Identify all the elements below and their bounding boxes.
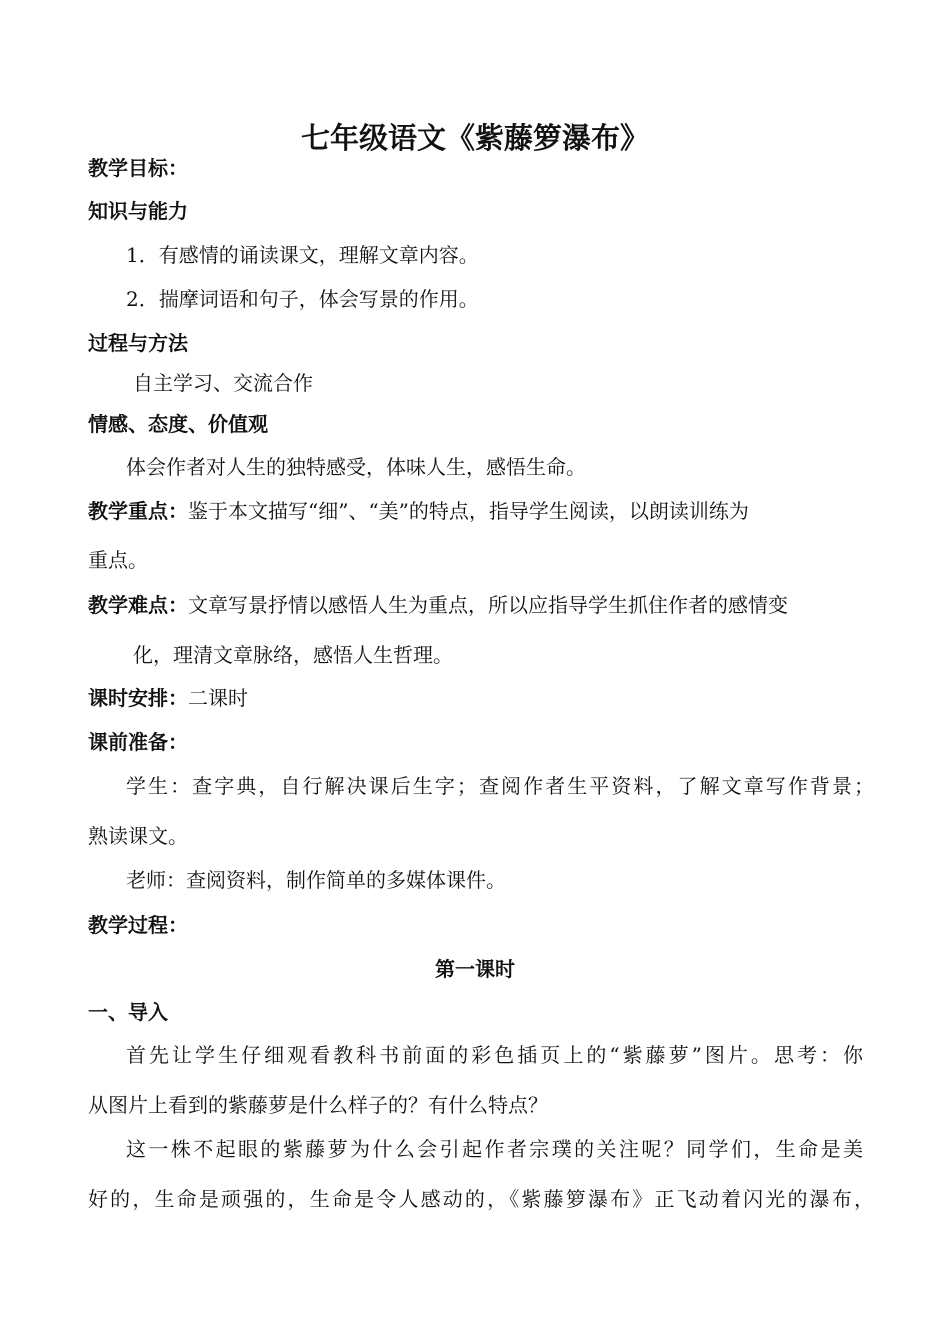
paragraph-1-line-2: 从图片上看到的紫藤萝是什么样子的？有什么特点？ bbox=[88, 1093, 548, 1117]
section-1-heading: 一、导入 bbox=[88, 1000, 168, 1024]
process-text: 自主学习、交流合作 bbox=[133, 371, 313, 395]
paragraph-1-line-1: 首先让学生仔细观看教科书前面的彩色插页上的“紫藤萝”图片。思考：你 bbox=[126, 1043, 863, 1067]
difficulty-text-cont: 化，理清文章脉络，感悟人生哲理。 bbox=[133, 643, 453, 667]
process-heading: 过程与方法 bbox=[88, 331, 188, 355]
objectives-heading: 教学目标： bbox=[88, 156, 188, 180]
knowledge-item-2: 2．揣摩词语和句子，体会写景的作用。 bbox=[126, 287, 479, 311]
difficulty-line bbox=[88, 591, 788, 619]
preparation-student-cont: 熟读课文。 bbox=[88, 824, 188, 848]
schedule-text: 二课时 bbox=[188, 686, 248, 710]
teaching-process-heading: 教学过程： bbox=[88, 913, 188, 937]
key-point-line bbox=[88, 497, 749, 525]
preparation-heading: 课前准备： bbox=[88, 730, 188, 754]
knowledge-item-1: 1．有感情的诵读课文，理解文章内容。 bbox=[126, 243, 479, 267]
paragraph-2-line-2: 好的，生命是顽强的，生命是令人感动的，《紫藤箩瀑布》正飞动着闪光的瀑布， bbox=[88, 1187, 874, 1211]
key-point-text: 鉴于本文描写“细”、“美”的特点，指导学生阅读，以朗读训练为 bbox=[188, 499, 749, 523]
key-point-text-cont: 重点。 bbox=[88, 548, 148, 572]
lesson-title: 第一课时 bbox=[435, 957, 515, 981]
emotion-heading: 情感、态度、价值观 bbox=[88, 412, 268, 436]
preparation-teacher: 老师：查阅资料，制作简单的多媒体课件。 bbox=[126, 868, 506, 892]
key-point-label: 教学重点： bbox=[88, 499, 188, 523]
schedule-label: 课时安排： bbox=[88, 686, 188, 710]
preparation-student: 学生：查字典，自行解决课后生字；查阅作者生平资料，了解文章写作背景； bbox=[126, 774, 874, 798]
document-title: 七年级语文《紫藤箩瀑布》 bbox=[300, 121, 649, 155]
knowledge-heading: 知识与能力 bbox=[88, 199, 188, 223]
emotion-text: 体会作者对人生的独特感受，体味人生，感悟生命。 bbox=[126, 455, 586, 479]
paragraph-2-line-1: 这一株不起眼的紫藤萝为什么会引起作者宗璞的关注呢？同学们，生命是美 bbox=[126, 1137, 863, 1161]
difficulty-text: 文章写景抒情以感悟人生为重点，所以应指导学生抓住作者的感情变 bbox=[188, 593, 788, 617]
difficulty-label: 教学难点： bbox=[88, 593, 188, 617]
schedule-line bbox=[88, 684, 248, 712]
